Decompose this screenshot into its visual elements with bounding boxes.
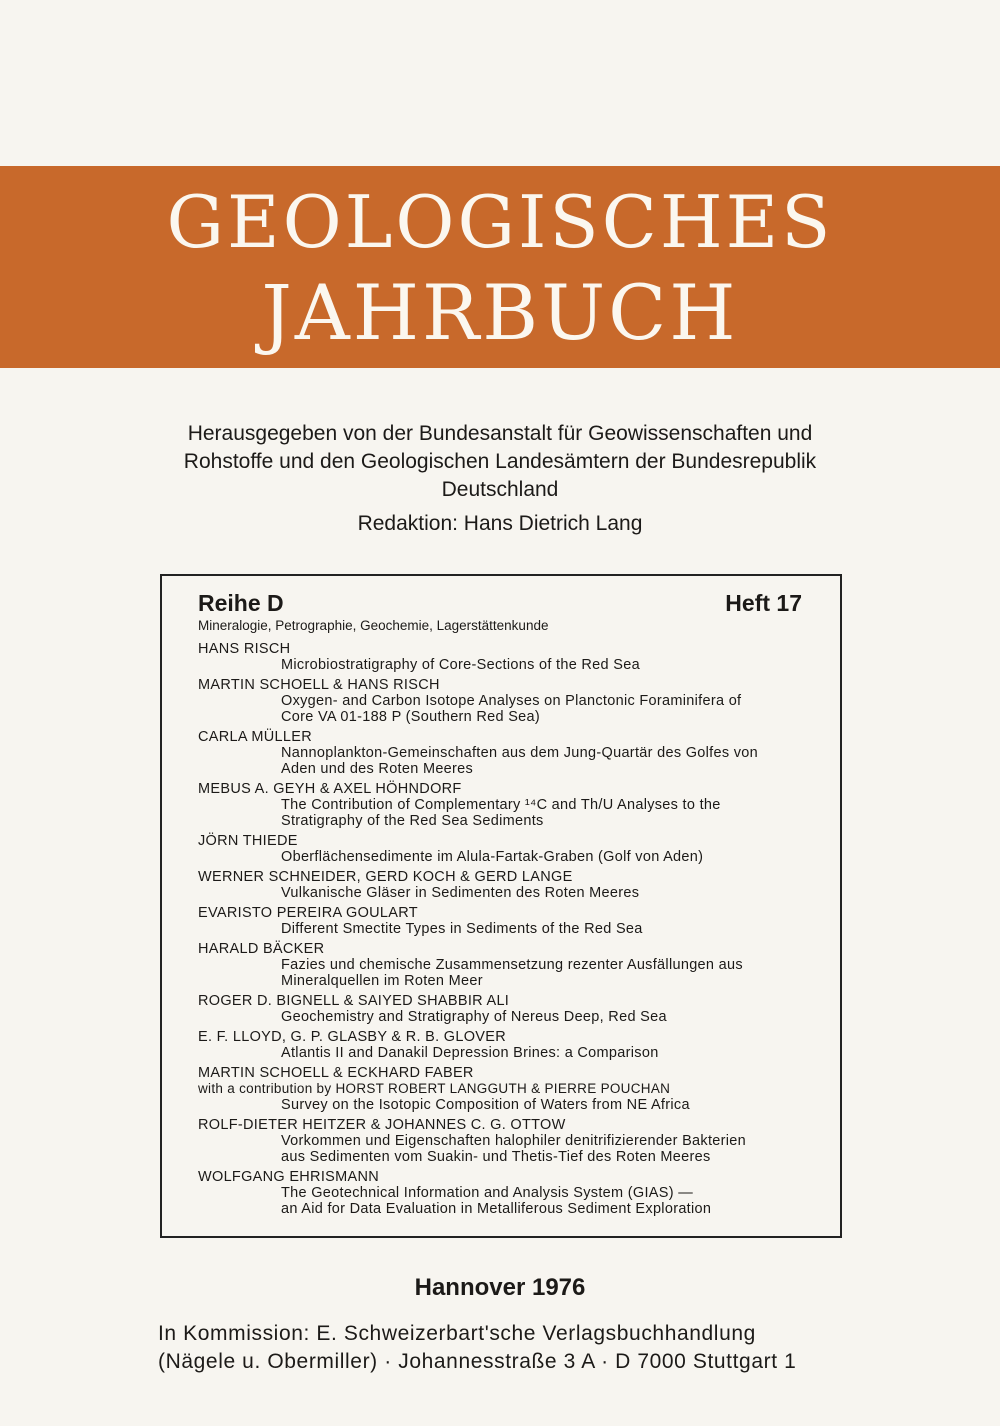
entry-title xyxy=(198,745,818,777)
entry-title-line: Different Smectite Types in Sediments of the Red Sea xyxy=(281,921,643,937)
entry-title-line: Fazies und chemische Zusammensetzung rezenter Ausfällungen aus xyxy=(281,957,743,973)
entry-author: WERNER SCHNEIDER, GERD KOCH & GERD LANGE xyxy=(198,869,573,885)
entry-title-line: The Contribution of Complementary ¹⁴C and Th/U Analyses to the xyxy=(281,797,721,813)
entry-title-line: Oxygen- and Carbon Isotope Analyses on Planctonic Foraminifera of xyxy=(281,693,742,709)
entry-title-line: Aden und des Roten Meeres xyxy=(281,761,474,777)
entry-title xyxy=(198,1185,818,1217)
commission-imprint xyxy=(158,1320,858,1376)
entry-author: MARTIN SCHOELL & ECKHARD FABER xyxy=(198,1065,474,1081)
entry-title xyxy=(198,1133,818,1165)
contents-entry xyxy=(198,677,818,725)
entry-title-line: Microbiostratigraphy of Core-Sections of the Red Sea xyxy=(281,657,640,673)
subject-areas: Mineralogie, Petrographie, Geochemie, Lagerstättenkunde xyxy=(198,618,549,633)
contents-entry xyxy=(198,833,818,865)
entry-author: ROLF-DIETER HEITZER & JOHANNES C. G. OTTOW xyxy=(198,1117,566,1133)
entry-contribution: with a contribution by HORST ROBERT LANGGUTH & PIERRE POUCHAN xyxy=(198,1081,671,1096)
contents-list xyxy=(198,641,818,1221)
editor-credit: Redaktion: Hans Dietrich Lang xyxy=(357,512,643,535)
commission-line-2: (Nägele u. Obermiller) · Johannesstraße 3 A · D 7000 Stuttgart 1 xyxy=(158,1350,797,1373)
entry-title xyxy=(198,921,818,937)
entry-author: ROGER D. BIGNELL & SAIYED SHABBIR ALI xyxy=(198,993,510,1009)
place-year: Hannover 1976 xyxy=(414,1274,586,1301)
contents-entry xyxy=(198,1065,818,1113)
entry-title xyxy=(198,797,818,829)
entry-title-line: Geochemistry and Stratigraphy of Nereus Deep, Red Sea xyxy=(281,1009,667,1025)
entry-author: EVARISTO PEREIRA GOULART xyxy=(198,905,418,921)
entry-author: E. F. LLOYD, G. P. GLASBY & R. B. GLOVER xyxy=(198,1029,507,1045)
entry-title-line: The Geotechnical Information and Analysis System (GIAS) — xyxy=(281,1185,693,1201)
entry-author: WOLFGANG EHRISMANN xyxy=(198,1169,380,1185)
contents-box xyxy=(160,574,842,1238)
entry-title xyxy=(198,657,818,673)
entry-author: JÖRN THIEDE xyxy=(198,833,298,849)
publisher-line-1: Herausgegeben von der Bundesanstalt für Geowissenschaften und xyxy=(187,422,813,445)
entry-title-line: Mineralquellen im Roten Meer xyxy=(281,973,483,989)
entry-title-line: aus Sedimenten vom Suakin- und Thetis-Tief des Roten Meeres xyxy=(281,1149,711,1165)
entry-title-line: Nannoplankton-Gemeinschaften aus dem Jung-Quartär des Golfes von xyxy=(281,745,759,761)
publisher-statement xyxy=(120,420,880,504)
contents-entry xyxy=(198,905,818,937)
entry-author: HARALD BÄCKER xyxy=(198,941,325,957)
entry-title xyxy=(198,1045,818,1061)
entry-author: MEBUS A. GEYH & AXEL HÖHNDORF xyxy=(198,781,462,797)
contents-entry xyxy=(198,641,818,673)
entry-author: MARTIN SCHOELL & HANS RISCH xyxy=(198,677,440,693)
entry-title xyxy=(198,885,818,901)
contents-entry xyxy=(198,869,818,901)
entry-author: CARLA MÜLLER xyxy=(198,729,312,745)
contents-entry xyxy=(198,941,818,989)
entry-title-line: an Aid for Data Evaluation in Metalliferous Sediment Exploration xyxy=(281,1201,712,1217)
entry-title-line: Stratigraphy of the Red Sea Sediments xyxy=(281,813,544,829)
contents-entry xyxy=(198,781,818,829)
contents-entry xyxy=(198,1169,818,1217)
entry-title xyxy=(198,849,818,865)
issue-label: Heft 17 xyxy=(725,590,802,616)
entry-title-line: Vorkommen und Eigenschaften halophiler denitrifizierender Bakterien xyxy=(281,1133,747,1149)
journal-title-line-2: JAHRBUCH xyxy=(261,268,739,357)
entry-title xyxy=(198,1097,818,1113)
entry-title xyxy=(198,693,818,725)
publisher-line-3: Deutschland xyxy=(441,478,559,501)
entry-title-line: Vulkanische Gläser in Sedimenten des Roten Meeres xyxy=(281,885,640,901)
entry-title-line: Survey on the Isotopic Composition of Waters from NE Africa xyxy=(281,1097,690,1113)
commission-line-1: In Kommission: E. Schweizerbart'sche Verlagsbuchhandlung xyxy=(158,1322,756,1345)
series-label: Reihe D xyxy=(198,590,284,616)
entry-author: HANS RISCH xyxy=(198,641,291,657)
entry-title xyxy=(198,1009,818,1025)
entry-title xyxy=(198,957,818,989)
publisher-line-2: Rohstoffe und den Geologischen Landesämtern der Bundesrepublik xyxy=(183,450,817,473)
entry-title-line: Oberflächensedimente im Alula-Fartak-Graben (Golf von Aden) xyxy=(281,849,704,865)
contents-entry xyxy=(198,729,818,777)
journal-title-line-1: GEOLOGISCHES xyxy=(166,180,834,264)
contents-entry xyxy=(198,993,818,1025)
entry-title-line: Core VA 01-188 P (Southern Red Sea) xyxy=(281,709,541,725)
contents-entry xyxy=(198,1117,818,1165)
contents-entry xyxy=(198,1029,818,1061)
entry-title-line: Atlantis II and Danakil Depression Brines: a Comparison xyxy=(281,1045,659,1061)
